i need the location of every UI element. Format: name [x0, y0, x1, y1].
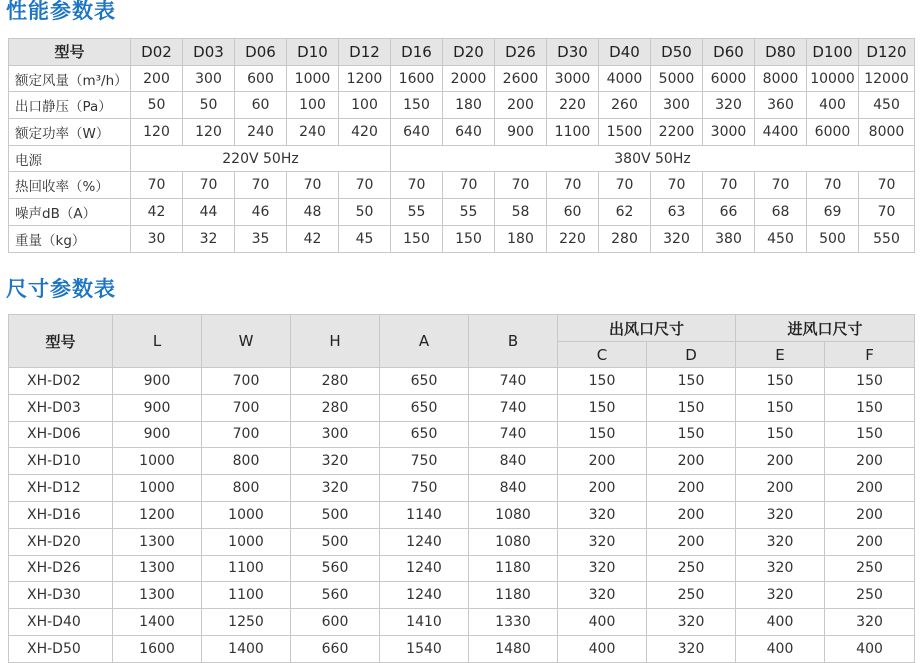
power-220v-cell: 220V 50Hz	[131, 145, 391, 172]
dimension-body	[9, 368, 915, 663]
table-cell: 320	[736, 501, 825, 528]
table-cell: 400	[736, 609, 825, 636]
table-cell: 8000	[755, 65, 807, 92]
table-cell: 220	[547, 225, 599, 252]
table-cell: 200	[825, 528, 915, 555]
table-cell: 740	[469, 368, 558, 395]
table-cell: 650	[380, 368, 469, 395]
table-cell: 100	[339, 92, 391, 119]
table-cell: 180	[495, 225, 547, 252]
table-cell: 200	[647, 501, 736, 528]
model-code-header: D02	[131, 39, 183, 66]
table-cell: 55	[391, 199, 443, 226]
h-header-cell: H	[291, 315, 380, 368]
table-cell: 250	[825, 582, 915, 609]
table-cell: 200	[131, 65, 183, 92]
table-cell: 640	[443, 119, 495, 146]
dimension-header-row	[9, 315, 915, 342]
table-cell: 320	[703, 92, 755, 119]
table-row	[9, 172, 915, 199]
table-cell: 320	[647, 635, 736, 662]
table-cell: 6000	[703, 65, 755, 92]
table-cell: 150	[391, 225, 443, 252]
table-cell: 1180	[469, 555, 558, 582]
table-cell: 240	[287, 119, 339, 146]
outlet-size-header: 出风口尺寸	[558, 315, 736, 342]
table-cell: 70	[859, 199, 915, 226]
table-cell: 840	[469, 475, 558, 502]
table-cell: 1410	[380, 609, 469, 636]
table-cell: 900	[113, 368, 202, 395]
dimension-table-title: 尺寸参数表	[6, 277, 116, 301]
table-cell: 150	[825, 421, 915, 448]
table-cell: 1100	[202, 582, 291, 609]
table-cell: 1000	[113, 475, 202, 502]
table-row	[9, 225, 915, 252]
model-code-header: D120	[859, 39, 915, 66]
table-cell: 2000	[443, 65, 495, 92]
table-row	[9, 368, 915, 395]
table-cell: 1250	[202, 609, 291, 636]
table-cell: 320	[558, 555, 647, 582]
model-code-header: D06	[235, 39, 287, 66]
table-cell: 50	[131, 92, 183, 119]
table-cell: 300	[651, 92, 703, 119]
table-cell: 60	[235, 92, 287, 119]
row-label: 电源	[9, 145, 131, 172]
table-cell: 70	[599, 172, 651, 199]
table-cell: 70	[131, 172, 183, 199]
table-cell: 44	[183, 199, 235, 226]
table-cell: 500	[807, 225, 859, 252]
table-cell: 6000	[807, 119, 859, 146]
table-cell: 1600	[391, 65, 443, 92]
table-cell: 200	[736, 475, 825, 502]
row-label: 额定功率（W）	[9, 119, 131, 146]
table-cell: 640	[391, 119, 443, 146]
table-row	[9, 609, 915, 636]
model-cell: XH-D50	[9, 635, 113, 662]
table-cell: 2200	[651, 119, 703, 146]
table-cell: 68	[755, 199, 807, 226]
table-cell: 1000	[287, 65, 339, 92]
table-cell: 320	[558, 528, 647, 555]
model-code-header: D12	[339, 39, 391, 66]
model-code-header: D16	[391, 39, 443, 66]
power-row	[9, 145, 915, 172]
table-cell: 250	[647, 555, 736, 582]
table-cell: 750	[380, 448, 469, 475]
dimension-table	[8, 314, 915, 663]
table-cell: 1400	[202, 635, 291, 662]
table-cell: 280	[291, 368, 380, 395]
table-cell: 150	[558, 394, 647, 421]
table-cell: 55	[443, 199, 495, 226]
table-cell: 5000	[651, 65, 703, 92]
table-cell: 1100	[547, 119, 599, 146]
table-cell: 3000	[547, 65, 599, 92]
table-cell: 200	[736, 448, 825, 475]
table-cell: 900	[113, 394, 202, 421]
table-cell: 60	[547, 199, 599, 226]
table-cell: 1240	[380, 582, 469, 609]
table-cell: 250	[825, 555, 915, 582]
table-cell: 150	[736, 394, 825, 421]
table-cell: 1180	[469, 582, 558, 609]
table-cell: 200	[825, 501, 915, 528]
table-cell: 320	[558, 501, 647, 528]
table-row	[9, 421, 915, 448]
table-cell: 4400	[755, 119, 807, 146]
table-cell: 1600	[113, 635, 202, 662]
table-cell: 1540	[380, 635, 469, 662]
table-cell: 600	[291, 609, 380, 636]
model-code-header: D50	[651, 39, 703, 66]
table-cell: 100	[287, 92, 339, 119]
model-code-header: D20	[443, 39, 495, 66]
table-cell: 1300	[113, 555, 202, 582]
model-cell: XH-D03	[9, 394, 113, 421]
model-code-header: D30	[547, 39, 599, 66]
table-cell: 150	[647, 368, 736, 395]
table-cell: 320	[736, 582, 825, 609]
table-cell: 450	[755, 225, 807, 252]
table-cell: 62	[599, 199, 651, 226]
table-cell: 220	[547, 92, 599, 119]
table-cell: 120	[183, 119, 235, 146]
table-row	[9, 582, 915, 609]
table-cell: 150	[825, 394, 915, 421]
table-cell: 1400	[113, 609, 202, 636]
a-header-cell: A	[380, 315, 469, 368]
model-cell: XH-D16	[9, 501, 113, 528]
table-cell: 12000	[859, 65, 915, 92]
table-cell: 1000	[202, 501, 291, 528]
model-cell: XH-D10	[9, 448, 113, 475]
table-cell: 800	[202, 475, 291, 502]
table-cell: 70	[339, 172, 391, 199]
model-cell: XH-D20	[9, 528, 113, 555]
model-code-header: D26	[495, 39, 547, 66]
table-cell: 300	[291, 421, 380, 448]
table-cell: 1500	[599, 119, 651, 146]
model-cell: XH-D26	[9, 555, 113, 582]
table-cell: 150	[391, 92, 443, 119]
table-cell: 70	[287, 172, 339, 199]
table-cell: 1080	[469, 528, 558, 555]
table-cell: 150	[443, 225, 495, 252]
table-cell: 30	[131, 225, 183, 252]
table-cell: 48	[287, 199, 339, 226]
table-cell: 70	[755, 172, 807, 199]
table-cell: 70	[859, 172, 915, 199]
model-code-header: D40	[599, 39, 651, 66]
table-cell: 500	[291, 528, 380, 555]
table-cell: 1200	[339, 65, 391, 92]
table-cell: 400	[558, 635, 647, 662]
table-cell: 8000	[859, 119, 915, 146]
table-cell: 1240	[380, 555, 469, 582]
w-header-cell: W	[202, 315, 291, 368]
table-cell: 320	[291, 448, 380, 475]
table-cell: 70	[443, 172, 495, 199]
table-cell: 3000	[703, 119, 755, 146]
table-cell: 750	[380, 475, 469, 502]
table-row	[9, 92, 915, 119]
table-cell: 700	[202, 421, 291, 448]
table-cell: 840	[469, 448, 558, 475]
model-cell: XH-D30	[9, 582, 113, 609]
table-cell: 400	[736, 635, 825, 662]
table-row	[9, 501, 915, 528]
table-cell: 1000	[113, 448, 202, 475]
table-cell: 200	[495, 92, 547, 119]
table-cell: 45	[339, 225, 391, 252]
table-cell: 1330	[469, 609, 558, 636]
table-cell: 2600	[495, 65, 547, 92]
table-cell: 69	[807, 199, 859, 226]
table-row	[9, 475, 915, 502]
table-cell: 1480	[469, 635, 558, 662]
d-header-cell: D	[647, 342, 736, 368]
table-cell: 70	[235, 172, 287, 199]
table-cell: 50	[339, 199, 391, 226]
table-cell: 58	[495, 199, 547, 226]
table-cell: 900	[495, 119, 547, 146]
table-cell: 4000	[599, 65, 651, 92]
table-cell: 1080	[469, 501, 558, 528]
model-cell: XH-D12	[9, 475, 113, 502]
table-cell: 200	[647, 475, 736, 502]
table-cell: 600	[235, 65, 287, 92]
model-header-cell: 型号	[9, 39, 131, 66]
table-cell: 70	[547, 172, 599, 199]
performance-header-row	[9, 39, 915, 66]
table-cell: 280	[599, 225, 651, 252]
table-cell: 120	[131, 119, 183, 146]
table-cell: 70	[651, 172, 703, 199]
table-cell: 150	[736, 368, 825, 395]
table-cell: 1300	[113, 528, 202, 555]
table-cell: 150	[825, 368, 915, 395]
table-cell: 300	[183, 65, 235, 92]
row-label: 出口静压（Pa）	[9, 92, 131, 119]
table-cell: 70	[495, 172, 547, 199]
table-cell: 70	[807, 172, 859, 199]
table-row	[9, 635, 915, 662]
performance-table	[8, 38, 915, 253]
table-cell: 250	[647, 582, 736, 609]
table-cell: 900	[113, 421, 202, 448]
table-cell: 660	[291, 635, 380, 662]
table-cell: 70	[703, 172, 755, 199]
table-cell: 180	[443, 92, 495, 119]
table-cell: 1140	[380, 501, 469, 528]
table-cell: 320	[558, 582, 647, 609]
table-cell: 320	[736, 555, 825, 582]
f-header-cell: F	[825, 342, 915, 368]
table-cell: 200	[558, 448, 647, 475]
table-cell: 70	[391, 172, 443, 199]
table-cell: 560	[291, 582, 380, 609]
table-cell: 650	[380, 394, 469, 421]
table-cell: 320	[291, 475, 380, 502]
inlet-size-header: 进风口尺寸	[736, 315, 915, 342]
l-header-cell: L	[113, 315, 202, 368]
model-cell: XH-D40	[9, 609, 113, 636]
table-cell: 66	[703, 199, 755, 226]
table-cell: 200	[825, 448, 915, 475]
table-cell: 320	[825, 609, 915, 636]
table-cell: 450	[859, 92, 915, 119]
table-cell: 320	[736, 528, 825, 555]
table-cell: 320	[651, 225, 703, 252]
model-cell: XH-D02	[9, 368, 113, 395]
table-cell: 150	[647, 421, 736, 448]
table-cell: 63	[651, 199, 703, 226]
table-cell: 200	[647, 528, 736, 555]
table-cell: 200	[558, 475, 647, 502]
table-cell: 42	[287, 225, 339, 252]
c-header-cell: C	[558, 342, 647, 368]
table-cell: 800	[202, 448, 291, 475]
model-code-header: D03	[183, 39, 235, 66]
model-header-cell: 型号	[9, 315, 113, 368]
table-cell: 740	[469, 394, 558, 421]
performance-table-title: 性能参数表	[6, 0, 116, 23]
row-label: 额定风量（m³/h）	[9, 65, 131, 92]
table-cell: 400	[807, 92, 859, 119]
table-cell: 650	[380, 421, 469, 448]
model-code-header: D100	[807, 39, 859, 66]
table-cell: 32	[183, 225, 235, 252]
model-code-header: D60	[703, 39, 755, 66]
b-header-cell: B	[469, 315, 558, 368]
table-cell: 700	[202, 394, 291, 421]
table-cell: 420	[339, 119, 391, 146]
table-row	[9, 448, 915, 475]
table-cell: 200	[647, 448, 736, 475]
table-cell: 400	[825, 635, 915, 662]
table-cell: 320	[647, 609, 736, 636]
row-label: 重量（kg）	[9, 225, 131, 252]
table-row	[9, 119, 915, 146]
table-row	[9, 555, 915, 582]
table-cell: 1200	[113, 501, 202, 528]
table-cell: 46	[235, 199, 287, 226]
model-code-header: D10	[287, 39, 339, 66]
table-cell: 150	[558, 368, 647, 395]
table-cell: 240	[235, 119, 287, 146]
table-cell: 380	[703, 225, 755, 252]
table-cell: 550	[859, 225, 915, 252]
table-cell: 740	[469, 421, 558, 448]
performance-body	[9, 65, 915, 252]
table-cell: 260	[599, 92, 651, 119]
row-label: 热回收率（%）	[9, 172, 131, 199]
table-cell: 150	[736, 421, 825, 448]
table-row	[9, 394, 915, 421]
table-cell: 150	[647, 394, 736, 421]
table-cell: 50	[183, 92, 235, 119]
table-cell: 280	[291, 394, 380, 421]
table-cell: 360	[755, 92, 807, 119]
table-cell: 10000	[807, 65, 859, 92]
table-cell: 1100	[202, 555, 291, 582]
table-row	[9, 528, 915, 555]
table-cell: 35	[235, 225, 287, 252]
table-cell: 150	[558, 421, 647, 448]
row-label: 噪声dB（A）	[9, 199, 131, 226]
table-cell: 500	[291, 501, 380, 528]
table-cell: 200	[825, 475, 915, 502]
table-row	[9, 65, 915, 92]
table-cell: 1000	[202, 528, 291, 555]
power-380v-cell: 380V 50Hz	[391, 145, 915, 172]
model-code-header: D80	[755, 39, 807, 66]
table-cell: 700	[202, 368, 291, 395]
model-cell: XH-D06	[9, 421, 113, 448]
table-cell: 560	[291, 555, 380, 582]
table-cell: 42	[131, 199, 183, 226]
e-header-cell: E	[736, 342, 825, 368]
table-cell: 1300	[113, 582, 202, 609]
table-row	[9, 199, 915, 226]
table-cell: 1240	[380, 528, 469, 555]
table-cell: 70	[183, 172, 235, 199]
table-cell: 400	[558, 609, 647, 636]
